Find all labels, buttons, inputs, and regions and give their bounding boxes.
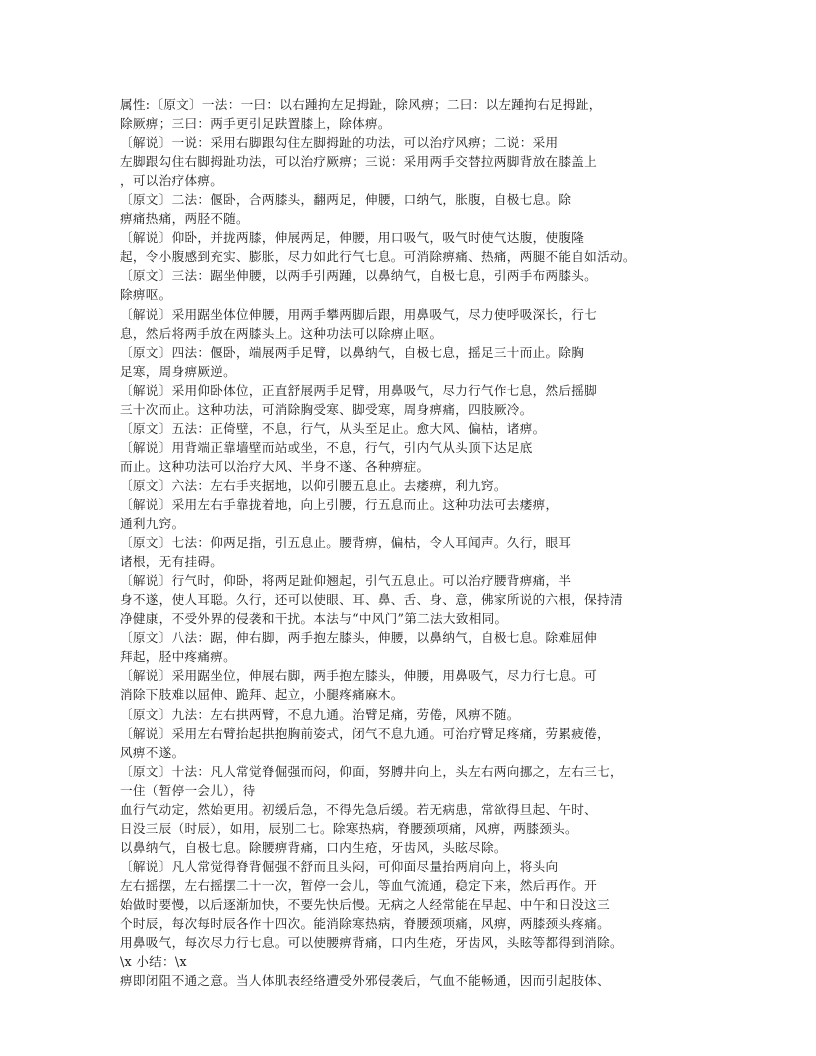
text-line: 一住（暂停一会儿），待 <box>120 782 256 798</box>
text-line: 〔原文〕四法：偃卧，端展两手足臂，以鼻纳气，自极七息，摇足三十而止。除胸 <box>120 344 585 360</box>
text-line: 左右摇摆，左右摇摆二十一次，暂停一会儿，等血气流通，稳定下来，然后再作。开 <box>120 877 598 893</box>
text-line: 净健康，不受外界的侵袭和干扰。本法与“中风门”第二法大致相同。 <box>120 611 508 627</box>
text-line: 除厥痹；三曰：两手更引足趺置膝上，除体痹。 <box>120 116 391 132</box>
text-line: 以鼻纳气，自极七息。除腰痹背痛，口内生疮，牙齿风，头眩尽除。 <box>120 839 507 855</box>
text-line: 〔解说〕采用左右臂抬起拱抱胸前姿式，闭气不息九通。可治疗臂足疼痛，劳累疲倦， <box>120 725 610 741</box>
text-line: 身不遂，使人耳聪。久行，还可以使眼、耳、鼻、舌、身、意，佛家所说的六根，保持清 <box>120 592 623 608</box>
text-line: 〔解说〕行气时，仰卧，将两足趾仰翘起，引气五息止。可以治疗腰背痹痛，半 <box>120 573 572 589</box>
text-line: 〔解说〕采用踞坐位，伸展右脚，两手抱左膝头，伸腰，用鼻吸气，尽力行七息。可 <box>120 668 598 684</box>
document-page <box>120 95 690 990</box>
text-line: 血行气动定，然始更用。初缓后急，不得先急后缓。若无病患，常欲得旦起、午时、 <box>120 801 598 817</box>
text-line: 个时辰，每次每时辰各作十四次。能消除寒热病，脊腰颈项痛，风痹，两膝颈头疼痛。 <box>120 916 610 932</box>
text-line: 拜起，胫中疼痛痹。 <box>120 649 237 665</box>
text-line: 消除下肢难以屈伸、跪拜、起立，小腿疼痛麻木。 <box>120 687 404 703</box>
text-line: 〔原文〕七法：仰两足指，引五息止。腰背痹，偏枯，令人耳闻声。久行，眼耳 <box>120 535 572 551</box>
text-line: 〔原文〕九法：左右拱两臂，不息九通。治臂足痛，劳倦，风痹不随。 <box>120 706 520 722</box>
text-line: 诸根，无有挂碍。 <box>120 554 224 570</box>
text-line: 足寒，周身痹厥逆。 <box>120 363 237 379</box>
text-line: 〔解说〕采用仰卧体位，正直舒展两手足臂，用鼻吸气，尽力行气作七息，然后摇脚 <box>120 382 598 398</box>
text-line: 〔解说〕仰卧，并拢两膝，伸展两足，伸腰，用口吸气，吸气时使气达腹，使腹隆 <box>120 230 585 246</box>
text-line: 痹即闭阻不通之意。当人体肌表经络遭受外邪侵袭后，气血不能畅通，因而引起肢体、 <box>120 973 610 989</box>
text-line: 用鼻吸气，每次尽力行七息。可以使腰痹背痛，口内生疮，牙齿风，头眩等都得到消除。 <box>120 935 623 951</box>
text-line: 〔原文〕十法：凡人常觉脊倔强而闷，仰面，努膊井向上，头左右两向挪之，左右三七， <box>120 763 623 779</box>
text-line: 〔解说〕凡人常觉得脊背倔强不舒而且头闷，可仰面尽量抬两肩向上，将头向 <box>120 858 559 874</box>
text-line: 〔解说〕用背端正靠墙壁而站或坐，不息，行气，引内气从头顶下达足底 <box>120 439 533 455</box>
text-line: 〔解说〕一说：采用右脚跟勾住左脚拇趾的功法，可以治疗风痹；二说：采用 <box>120 135 559 151</box>
text-line: 〔解说〕采用踞坐体位伸腰，用两手攀两脚后跟，用鼻吸气，尽力使呼吸深长，行七 <box>120 306 598 322</box>
text-line: 〔原文〕五法：正倚壁，不息，行气，从头至足止。愈大风、偏枯，诸痹。 <box>120 420 546 436</box>
text-line: 〔原文〕六法：左右手夹据地，以仰引腰五息止。去痿痹，利九窍。 <box>120 477 507 493</box>
text-line: 〔原文〕三法：踞坐伸腰，以两手引两踵，以鼻纳气，自极七息，引两手布两膝头。 <box>120 268 598 284</box>
text-line: 〔原文〕二法：偃卧，合两膝头，翻两足，伸腰，口纳气，胀腹，自极七息。除 <box>120 192 572 208</box>
text-line: 痹痛热痛，两胫不随。 <box>120 211 249 227</box>
text-line: 始做时要慢，以后逐渐加快，不要先快后慢。无病之人经常能在早起、中午和日没这三 <box>120 896 610 912</box>
text-line: 〔解说〕采用左右手靠拢着地，向上引腰，行五息而止。这种功法可去痿痹， <box>120 496 559 512</box>
text-line: ，可以治疗体痹。 <box>120 173 224 189</box>
text-line: 通利九窍。 <box>120 516 185 532</box>
text-line: 除痹呕。 <box>120 287 172 303</box>
text-line: 风痹不遂。 <box>120 744 185 760</box>
text-line: 息，然后将两手放在两膝头上。这种功法可以除痹止呕。 <box>120 325 443 341</box>
text-line: 起，令小腹感到充实、膨胀，尽力如此行气七息。可消除痹痛、热痛，两腿不能自如活动。 <box>120 249 636 265</box>
text-line: 左脚跟勾住右脚拇趾功法，可以治疗厥痹；三说：采用两手交替拉两脚背放在膝盖上 <box>120 154 598 170</box>
text-line: 日没三辰（时辰），如用，辰别二七。除寒热病，脊腰颈项痛，风痹，两膝颈头。 <box>120 820 578 836</box>
text-line: 而止。这种功法可以治疗大风、半身不遂、各种痹症。 <box>120 458 430 474</box>
text-line: 〔原文〕八法：踞，伸右脚，两手抱左膝头，伸腰，以鼻纳气，自极七息。除难屈伸 <box>120 630 598 646</box>
text-line: 属性:〔原文〕一法：一曰：以右踵拘左足拇趾，除风痹；二曰：以左踵拘右足拇趾， <box>120 97 602 112</box>
text-line: 三十次而止。这种功法，可消除胸受寒、脚受寒，周身痹痛，四肢厥冷。 <box>120 401 533 417</box>
section-heading: \x 小结：\x <box>120 954 187 970</box>
